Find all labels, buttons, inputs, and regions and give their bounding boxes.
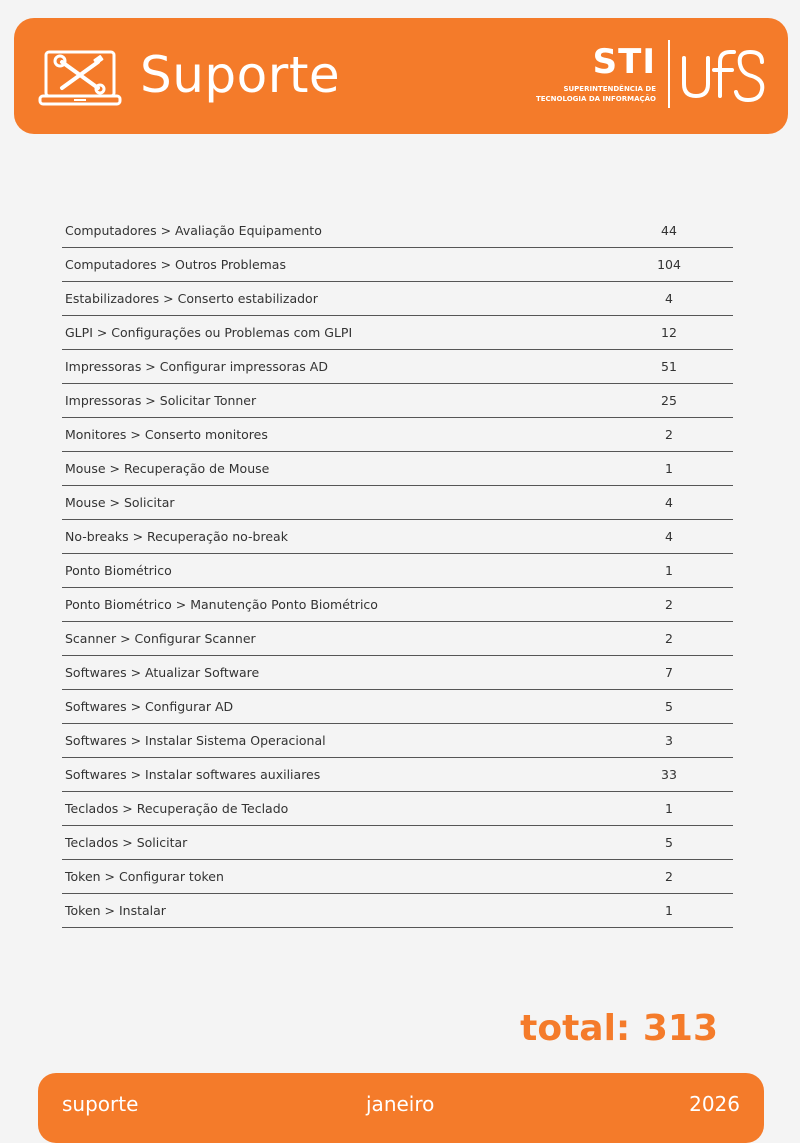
table-row — [62, 384, 733, 418]
row-count: 4 — [665, 529, 673, 544]
row-count: 1 — [665, 903, 673, 918]
row-count: 51 — [661, 359, 677, 374]
table-row — [62, 826, 733, 860]
footer-category: suporte — [62, 1092, 139, 1116]
row-label: Teclados > Recuperação de Teclado — [65, 801, 289, 816]
row-label: Ponto Biométrico — [65, 563, 172, 578]
row-label: Monitores > Conserto monitores — [65, 427, 268, 442]
row-count: 12 — [661, 325, 677, 340]
table-row — [62, 656, 733, 690]
row-label: No-breaks > Recuperação no-break — [65, 529, 288, 544]
table-row — [62, 758, 733, 792]
table-row — [62, 282, 733, 316]
row-label: Token > Configurar token — [65, 869, 224, 884]
row-count: 2 — [665, 869, 673, 884]
ufs-logo-icon — [678, 44, 768, 106]
row-label: Scanner > Configurar Scanner — [65, 631, 256, 646]
footer-year: 2026 — [689, 1092, 740, 1116]
table-row — [62, 214, 733, 248]
table-row — [62, 520, 733, 554]
row-count: 44 — [661, 223, 677, 238]
table-row — [62, 452, 733, 486]
row-count: 4 — [665, 291, 673, 306]
row-label: Computadores > Avaliação Equipamento — [65, 223, 322, 238]
row-count: 104 — [657, 257, 681, 272]
table-row — [62, 622, 733, 656]
table-row — [62, 588, 733, 622]
row-label: Softwares > Configurar AD — [65, 699, 234, 714]
row-label: Impressoras > Solicitar Tonner — [65, 393, 257, 408]
sti-name-line2: TECNOLOGIA DA INFORMAÇÃO — [535, 95, 656, 103]
table-row — [62, 860, 733, 894]
row-count: 33 — [661, 767, 677, 782]
table-row — [62, 486, 733, 520]
row-label: Token > Instalar — [65, 903, 166, 918]
row-count: 4 — [665, 495, 673, 510]
header-banner — [14, 18, 788, 134]
row-count: 3 — [665, 733, 673, 748]
sti-abbreviation: STI — [592, 42, 656, 82]
table-row — [62, 554, 733, 588]
table-row — [62, 724, 733, 758]
row-label: Computadores > Outros Problemas — [65, 257, 286, 272]
row-label: Softwares > Instalar softwares auxiliares — [65, 767, 321, 782]
page-title: Suporte — [140, 46, 341, 104]
footer-banner — [38, 1073, 764, 1143]
total-count: total: 313 — [520, 1008, 718, 1049]
row-count: 1 — [665, 563, 673, 578]
sti-name-line1: SUPERINTENDÊNCIA DE — [563, 85, 656, 93]
laptop-tools-icon — [38, 48, 122, 108]
table-row — [62, 792, 733, 826]
row-label: Softwares > Instalar Sistema Operacional — [65, 733, 326, 748]
logo-divider — [668, 40, 670, 108]
row-count: 1 — [665, 801, 673, 816]
footer-month: janeiro — [366, 1092, 435, 1116]
sti-full-name — [536, 84, 656, 104]
table-row — [62, 418, 733, 452]
table-row — [62, 894, 733, 928]
row-label: Softwares > Atualizar Software — [65, 665, 260, 680]
table-row — [62, 316, 733, 350]
table-row — [62, 248, 733, 282]
row-count: 5 — [665, 835, 673, 850]
table-row — [62, 690, 733, 724]
support-table — [62, 214, 733, 928]
row-count: 7 — [665, 665, 673, 680]
row-label: Impressoras > Configurar impressoras AD — [65, 359, 328, 374]
row-count: 2 — [665, 631, 673, 646]
row-label: Ponto Biométrico > Manutenção Ponto Biométrico — [65, 597, 378, 612]
row-label: Estabilizadores > Conserto estabilizador — [65, 291, 318, 306]
row-count: 2 — [665, 597, 673, 612]
row-label: Teclados > Solicitar — [65, 835, 188, 850]
row-label: Mouse > Solicitar — [65, 495, 175, 510]
row-label: Mouse > Recuperação de Mouse — [65, 461, 270, 476]
sti-logo — [528, 38, 768, 114]
row-count: 2 — [665, 427, 673, 442]
row-count: 25 — [661, 393, 677, 408]
table-row — [62, 350, 733, 384]
row-count: 5 — [665, 699, 673, 714]
row-count: 1 — [665, 461, 673, 476]
row-label: GLPI > Configurações ou Problemas com GLPI — [65, 325, 353, 340]
